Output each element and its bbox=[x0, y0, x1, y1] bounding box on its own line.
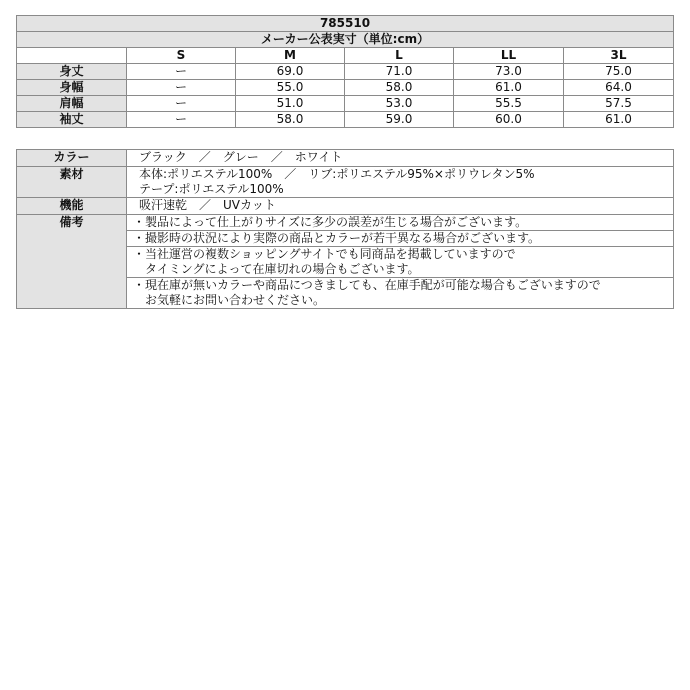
table-row bbox=[17, 80, 674, 96]
table-cell: 58.0 bbox=[345, 80, 454, 96]
row-label-body-length: 身丈 bbox=[17, 64, 127, 80]
table-cell: 69.0 bbox=[236, 64, 345, 80]
material-label: 素材 bbox=[17, 167, 127, 198]
table-cell: 64.0 bbox=[564, 80, 674, 96]
remark-note bbox=[127, 247, 674, 278]
row-label-body-width: 身幅 bbox=[17, 80, 127, 96]
table-row bbox=[17, 64, 674, 80]
remark-note bbox=[127, 215, 674, 231]
function-value: 吸汗速乾 ／ UVカット bbox=[127, 198, 674, 215]
spec-row-remarks bbox=[17, 215, 674, 231]
table-cell: 55.5 bbox=[454, 96, 564, 112]
remark-line: ・当社運営の複数ショッピングサイトでも同商品を掲載していますので bbox=[133, 247, 516, 261]
size-header-row bbox=[17, 48, 674, 64]
remark-line: タイミングによって在庫切れの場合もございます。 bbox=[133, 262, 420, 276]
product-code: 785510 bbox=[17, 16, 674, 32]
spec-row-function bbox=[17, 198, 674, 215]
table-cell: 60.0 bbox=[454, 112, 564, 128]
table-cell: ー bbox=[127, 96, 236, 112]
table-cell: 75.0 bbox=[564, 64, 674, 80]
table-cell: 53.0 bbox=[345, 96, 454, 112]
color-label: カラー bbox=[17, 150, 127, 167]
row-label-sleeve-length: 袖丈 bbox=[17, 112, 127, 128]
material-line-1: 本体:ポリエステル100% ／ リブ:ポリエステル95%×ポリウレタン5% bbox=[139, 167, 535, 181]
remark-line: お気軽にお問い合わせください。 bbox=[133, 293, 326, 307]
table-cell: 51.0 bbox=[236, 96, 345, 112]
table-cell: 55.0 bbox=[236, 80, 345, 96]
size-header-ll: LL bbox=[454, 48, 564, 64]
material-line-2: テープ:ポリエステル100% bbox=[139, 182, 284, 196]
table-cell: ー bbox=[127, 64, 236, 80]
color-value: ブラック ／ グレー ／ ホワイト bbox=[127, 150, 674, 167]
size-header-corner bbox=[17, 48, 127, 64]
table-cell: 73.0 bbox=[454, 64, 564, 80]
table-cell: 61.0 bbox=[564, 112, 674, 128]
table-row bbox=[17, 112, 674, 128]
remark-line: ・撮影時の状況により実際の商品とカラーが若干異なる場合がございます。 bbox=[133, 231, 541, 245]
remark-line: ・製品によって仕上がりサイズに多少の誤差が生じる場合がございます。 bbox=[133, 215, 528, 229]
table-cell: ー bbox=[127, 80, 236, 96]
table-cell: 61.0 bbox=[454, 80, 564, 96]
spec-row-color bbox=[17, 150, 674, 167]
size-header-s: S bbox=[127, 48, 236, 64]
remark-line: ・現在庫が無いカラーや商品につきましても、在庫手配が可能な場合もございますので bbox=[133, 278, 601, 292]
size-header-m: M bbox=[236, 48, 345, 64]
table-cell: ー bbox=[127, 112, 236, 128]
size-table bbox=[16, 15, 674, 128]
table-row bbox=[17, 96, 674, 112]
remarks-label: 備考 bbox=[17, 215, 127, 309]
spec-row-material bbox=[17, 167, 674, 198]
remark-note bbox=[127, 231, 674, 247]
material-value bbox=[127, 167, 674, 198]
table-cell: 59.0 bbox=[345, 112, 454, 128]
table-cell: 57.5 bbox=[564, 96, 674, 112]
table-cell: 71.0 bbox=[345, 64, 454, 80]
size-table-subtitle: メーカー公表実寸（単位:cm） bbox=[17, 32, 674, 48]
spec-table bbox=[16, 149, 674, 309]
size-header-3l: 3L bbox=[564, 48, 674, 64]
size-header-l: L bbox=[345, 48, 454, 64]
table-cell: 58.0 bbox=[236, 112, 345, 128]
function-label: 機能 bbox=[17, 198, 127, 215]
row-label-shoulder-width: 肩幅 bbox=[17, 96, 127, 112]
remark-note bbox=[127, 278, 674, 309]
